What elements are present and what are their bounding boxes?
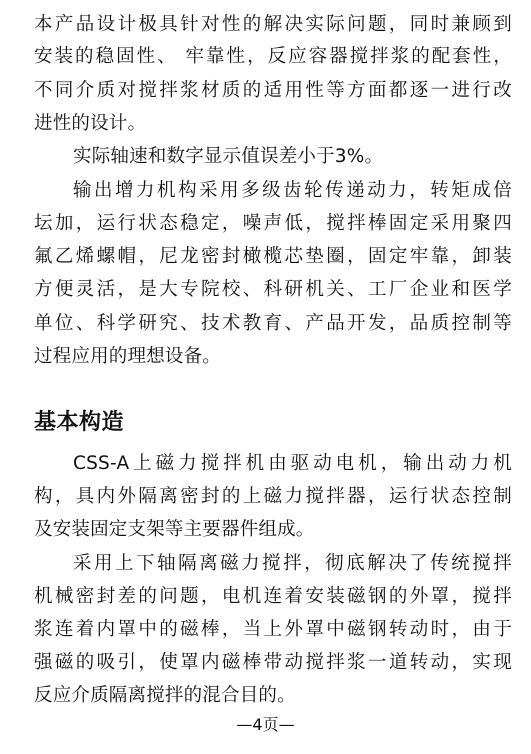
paragraph-3-line-6: 过程应用的理想设备。 <box>34 346 222 367</box>
paragraph-4-line-1: CSS-A上磁力搅拌机由驱动电机，输出动力机 <box>73 453 512 474</box>
paragraph-5-line-1: 采用上下轴隔离磁力搅拌，彻底解决了传统搅拌 <box>73 553 512 574</box>
paragraph-1-line-1: 本产品设计极具针对性的解决实际问题，同时兼顾到 <box>34 14 512 35</box>
paragraph-4-line-2: 构，具内外隔离密封的上磁力搅拌器，运行状态控制 <box>34 486 512 507</box>
paragraph-1-line-3: 不同介质对搅拌浆材质的适用性等方面都逐一进行改 <box>34 80 512 101</box>
paragraph-5-line-3: 浆连着内罩中的磁棒，当上外罩中磁钢转动时，由于 <box>34 619 512 640</box>
paragraph-2-line-1: 实际轴速和数字显示值误差小于3%。 <box>73 146 384 167</box>
page-number: —4页— <box>236 715 295 734</box>
paragraph-3-line-4: 方便灵活，是大专院校、科研机关、工厂企业和医学 <box>34 279 512 300</box>
paragraph-1-line-4: 进性的设计。 <box>34 113 147 134</box>
paragraph-5-line-5: 反应介质隔离搅拌的混合目的。 <box>34 685 296 706</box>
paragraph-3-line-1: 输出增力机构采用多级齿轮传递动力，转矩成倍 <box>73 180 512 201</box>
paragraph-3-line-5: 单位、科学研究、技术教育、产品开发，品质控制等 <box>34 313 512 334</box>
section-heading: 基本构造 <box>34 410 125 435</box>
paragraph-4-line-3: 及安装固定支架等主要器件组成。 <box>34 519 315 540</box>
paragraph-1-line-2: 安装的稳固性、 牢靠性，反应容器搅拌浆的配套性， <box>34 46 512 67</box>
paragraph-5-line-2: 机械密封差的问题，电机连着安装磁钢的外罩，搅拌 <box>34 586 512 607</box>
paragraph-3-line-2: 坛加，运行状态稳定，噪声低，搅拌棒固定采用聚四 <box>34 213 512 234</box>
paragraph-3-line-3: 氟乙烯螺帽，尼龙密封橄榄芯垫圈，固定牢靠，卸装 <box>34 246 512 267</box>
paragraph-5-line-4: 强磁的吸引，使罩内磁棒带动搅拌浆一道转动，实现 <box>34 652 512 673</box>
